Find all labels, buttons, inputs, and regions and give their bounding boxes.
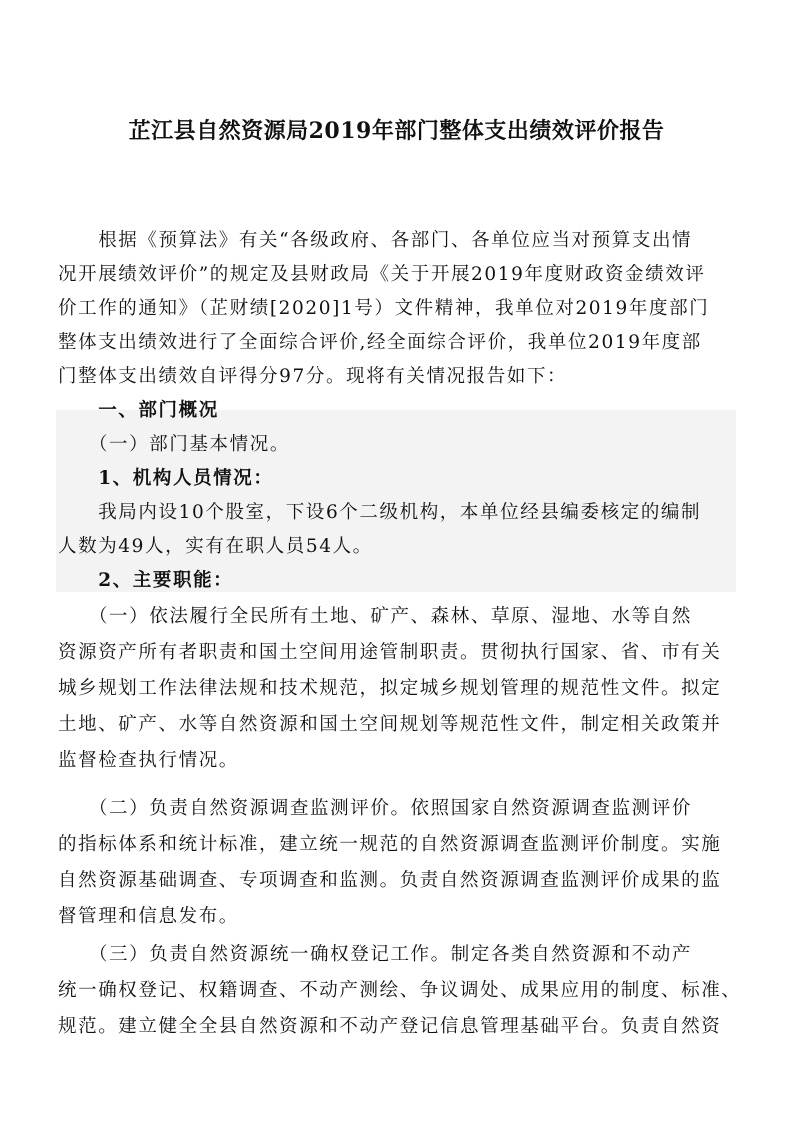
- subsection-heading: （一）部门基本情况。: [58, 434, 290, 455]
- item-heading: 2、主要职能：: [58, 570, 234, 591]
- paragraph-line: 的指标体系和统计标准，建立统一规范的自然资源调查监测评价制度。实施: [58, 834, 722, 855]
- item-heading: 1、机构人员情况：: [58, 468, 274, 489]
- paragraph-line: 根据《预算法》有关“各级政府、各部门、各单位应当对预算支出情: [58, 230, 693, 251]
- document-title: 芷江县自然资源局2019年部门整体支出绩效评价报告: [128, 118, 665, 144]
- paragraph-line: 资源资产所有者职责和国土空间用途管制职责。贯彻执行国家、省、市有关: [58, 642, 722, 663]
- paragraph-line: 门整体支出绩效自评得分97分。现将有关情况报告如下：: [58, 366, 568, 387]
- paragraph-line: 城乡规划工作法律法规和技术规范，拟定城乡规划管理的规范性文件。拟定: [58, 678, 722, 699]
- paragraph-line: （二）负责自然资源调查监测评价。依照国家自然资源调查监测评价: [58, 798, 692, 819]
- paragraph-line: 统一确权登记、权籍调查、不动产测绘、争议调处、成果应用的制度、标准、: [58, 980, 742, 1001]
- paragraph-line: 整体支出绩效进行了全面综合评价,经全面综合评价，我单位2019年度部: [58, 332, 702, 353]
- paragraph-line: （三）负责自然资源统一确权登记工作。制定各类自然资源和不动产: [58, 944, 692, 965]
- paragraph-line: 况开展绩效评价”的规定及县财政局《关于开展2019年度财政资金绩效评: [58, 264, 706, 285]
- paragraph-line: 我局内设10个股室，下设6个二级机构，本单位经县编委核定的编制: [58, 502, 702, 523]
- paragraph-line: 规范。建立健全全县自然资源和不动产登记信息管理基础平台。负责自然资: [58, 1016, 722, 1037]
- paragraph-line: 人数为49人，实有在职人员54人。: [58, 536, 373, 557]
- paragraph-line: 价工作的通知》（芷财绩[2020]1号）文件精神，我单位对2019年度部门: [58, 298, 710, 319]
- paragraph-line: 自然资源基础调查、专项调查和监测。负责自然资源调查监测评价成果的监: [58, 870, 722, 891]
- paragraph-line: （一）依法履行全民所有土地、矿产、森林、草原、湿地、水等自然: [58, 606, 692, 627]
- paragraph-line: 监督检查执行情况。: [58, 750, 239, 771]
- section-heading: 一、部门概况: [58, 400, 219, 421]
- paragraph-line: 督管理和信息发布。: [58, 906, 239, 927]
- paragraph-line: 土地、矿产、水等自然资源和国土空间规划等规范性文件，制定相关政策并: [58, 714, 722, 735]
